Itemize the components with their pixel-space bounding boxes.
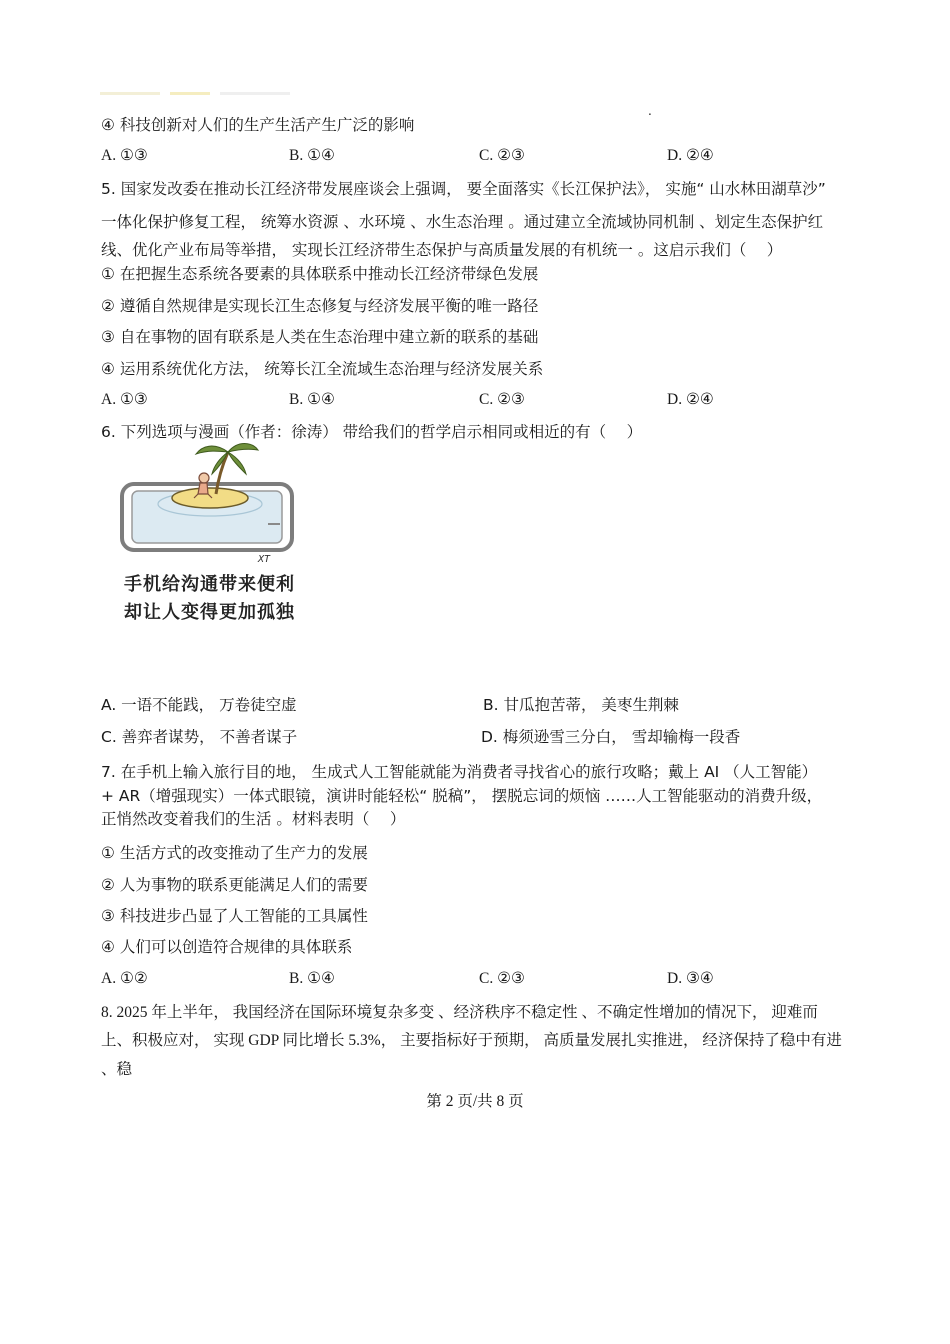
top-decoration: [100, 92, 290, 95]
q4-option-c: C. ②③: [479, 147, 525, 164]
palm-leaves: [196, 444, 258, 475]
q5-stem-line-3: 线、优化产业布局等举措， 实现长江经济带生态保护与高质量发展的有机统一 。这启示我们（ ）: [101, 241, 783, 259]
q7-option-d: D. ③④: [667, 970, 714, 987]
cartoon-signature: XT: [258, 554, 271, 565]
q7-stem-line-3: 正悄然改变着我们的生活 。材料表明（ ）: [101, 810, 406, 828]
q4-option-d: D. ②④: [667, 147, 714, 164]
q7-option-a: A. ①②: [101, 970, 148, 987]
q5-item-1: ① 在把握生态系统各要素的具体联系中推动长江经济带绿色发展: [101, 265, 539, 283]
q5-option-c: C. ②③: [479, 391, 525, 408]
q5-stem-line-1: 5. 国家发改委在推动长江经济带发展座谈会上强调， 要全面落实《长江保护法》， 实施“ 山水林田湖草沙”: [101, 180, 826, 198]
q5-stem-line-2: 一体化保护修复工程， 统筹水资源 、水环境 、水生态治理 。通过建立全流域协同机制 、划定生态保护红: [101, 213, 824, 231]
page-number: 第 2 页/共 8 页: [426, 1093, 524, 1110]
q7-item-2: ② 人为事物的联系更能满足人们的需要: [101, 876, 368, 894]
q7-item-3: ③ 科技进步凸显了人工智能的工具属性: [101, 907, 368, 925]
q7-option-c: C. ②③: [479, 970, 525, 987]
q4-option-a: A. ①③: [101, 147, 148, 164]
q8-stem-line-1: 8. 2025 年上半年， 我国经济在国际环境复杂多变 、经济秩序不稳定性 、不确定性增加的情况下， 迎难而: [101, 1004, 818, 1021]
q8-stem-line-2: 上、积极应对， 实现 GDP 同比增长 5.3%， 主要指标好于预期， 高质量发展扎实推进， 经济保持了稳中有进: [101, 1032, 842, 1049]
q6-option-d: D. 梅须逊雪三分白， 雪却输梅一段香: [481, 728, 741, 746]
q5-option-b: B. ①④: [289, 391, 335, 408]
q7-item-1: ① 生活方式的改变推动了生产力的发展: [101, 844, 368, 862]
q4-item-4: ④ 科技创新对人们的生产生活产生广泛的影响: [101, 116, 415, 134]
q6-option-a: A. 一语不能践， 万卷徒空虚: [101, 696, 297, 714]
q4-option-b: B. ①④: [289, 147, 335, 164]
q5-option-a: A. ①③: [101, 391, 148, 408]
q6-stem: 6. 下列选项与漫画（作者：徐涛） 带给我们的哲学启示相同或相近的有（ ）: [101, 423, 643, 441]
q8-stem-line-3: 、稳: [101, 1060, 133, 1078]
island: [172, 488, 248, 508]
q7-stem-line-1: 7. 在手机上输入旅行目的地， 生成式人工智能就能为消费者寻找省心的旅行攻略；戴上 AI （人工智能）: [101, 763, 818, 781]
cartoon-caption-line-1: 手机给沟通带来便利: [124, 574, 295, 595]
q5-option-d: D. ②④: [667, 391, 714, 408]
header-dot: .: [648, 104, 652, 118]
q7-item-4: ④ 人们可以创造符合规律的具体联系: [101, 938, 353, 956]
q7-option-b: B. ①④: [289, 970, 335, 987]
phone-island-cartoon: [118, 440, 303, 630]
q7-stem-line-2: + AR（增强现实）一体式眼镜，演讲时能轻松“ 脱稿”， 摆脱忘词的烦恼 ……人工智能驱动的消费升级，: [101, 787, 823, 805]
q5-item-3: ③ 自在事物的固有联系是人类在生态治理中建立新的联系的基础: [101, 328, 539, 346]
q5-item-4: ④ 运用系统优化方法， 统筹长江全流域生态治理与经济发展关系: [101, 360, 544, 378]
q5-item-2: ② 遵循自然规律是实现长江生态修复与经济发展平衡的唯一路径: [101, 297, 539, 315]
cartoon-caption-line-2: 却让人变得更加孤独: [124, 602, 295, 623]
q6-option-c: C. 善弈者谋势， 不善者谋子: [101, 728, 298, 746]
q6-option-b: B. 甘瓜抱苦蒂， 美枣生荆棘: [483, 696, 679, 714]
